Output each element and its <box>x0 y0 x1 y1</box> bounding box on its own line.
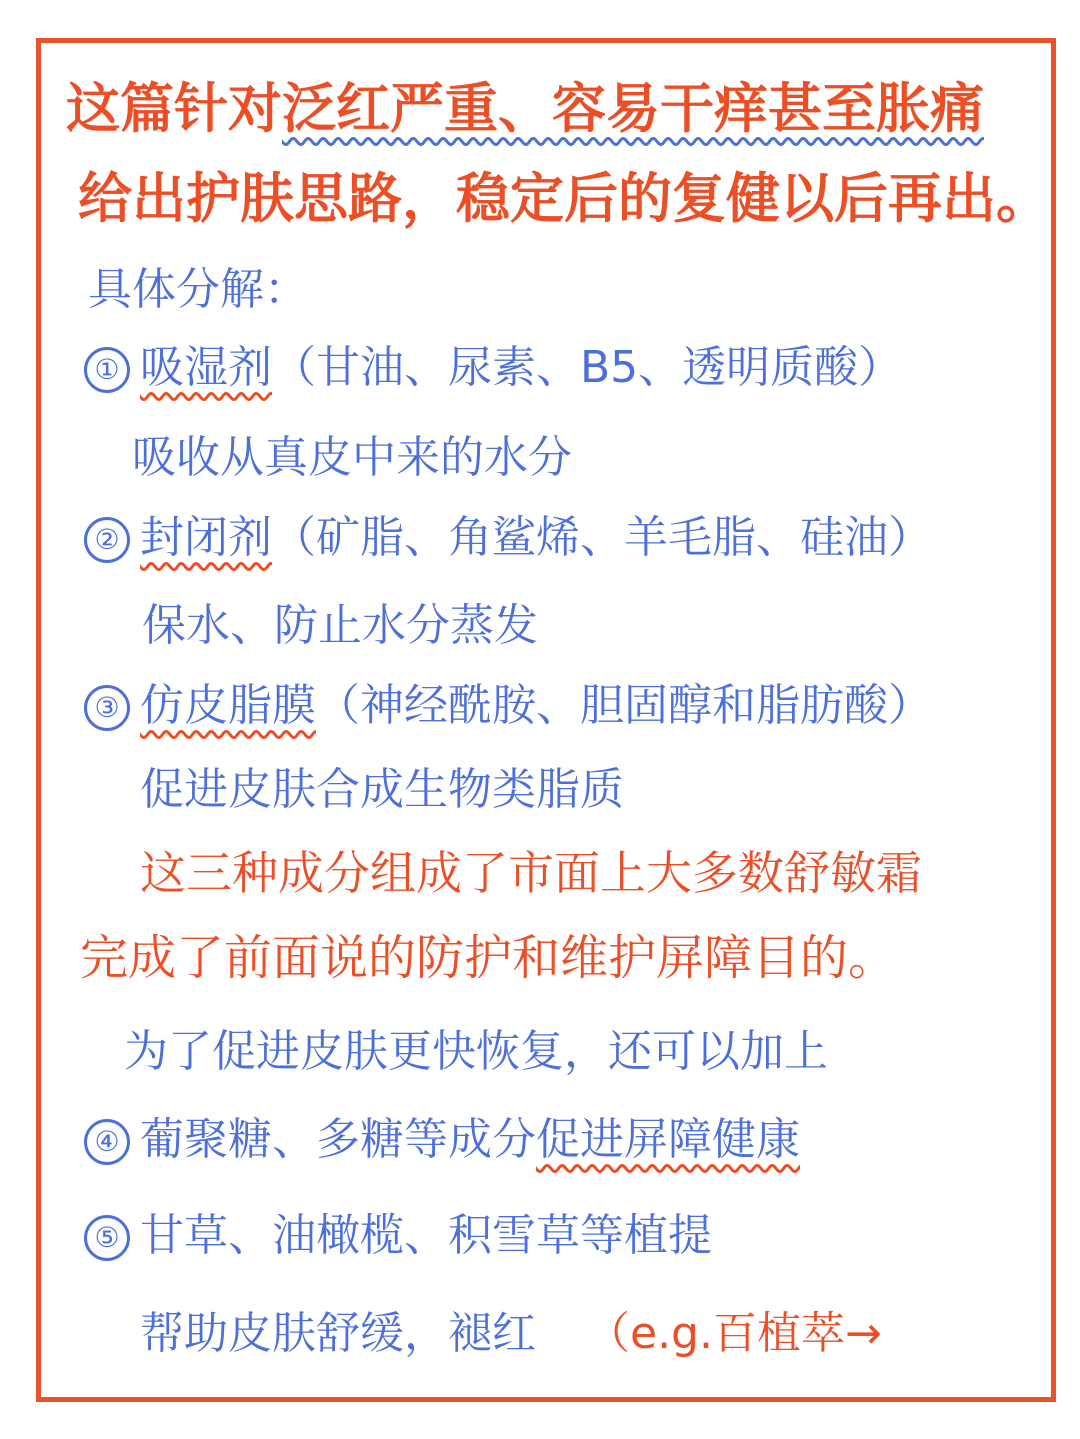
summary-line-1: 这三种成分组成了市面上大多数舒敏霜 <box>140 846 922 900</box>
item-5-text: 甘草、油橄榄、积雪草等植提 <box>140 1210 712 1261</box>
number-1-icon: ① <box>84 347 130 393</box>
item-2-key: 封闭剂 <box>140 512 272 563</box>
item-3-key: 仿皮脂膜 <box>140 680 316 731</box>
item-3-desc: 促进皮肤合成生物类脂质 <box>140 764 624 815</box>
item-3-line <box>84 680 932 731</box>
item-1-rest: （甘油、尿素、B5、透明质酸） <box>272 342 903 393</box>
intro-highlight: 泛红严重、容易干痒甚至胀痛 <box>282 77 984 140</box>
item-1-desc: 吸收从真皮中来的水分 <box>132 432 572 483</box>
item-5-desc: 帮助皮肤舒缓，褪红 <box>140 1308 536 1359</box>
item-5-example: （e.g.百植萃→ <box>586 1308 882 1359</box>
number-2-icon: ② <box>84 517 130 563</box>
item-4-highlight: 促进屏障健康 <box>536 1114 800 1165</box>
item-1-line <box>84 342 903 393</box>
item-1-key: 吸湿剂 <box>140 342 272 393</box>
extra-intro: 为了促进皮肤更快恢复，还可以加上 <box>124 1026 828 1077</box>
item-2-rest: （矿脂、角鲨烯、羊毛脂、硅油） <box>272 512 932 563</box>
number-5-icon: ⑤ <box>84 1215 130 1261</box>
section-heading: 具体分解： <box>88 264 308 315</box>
intro-prefix: 这篇针对 <box>66 77 282 140</box>
item-2-line <box>84 512 932 563</box>
item-3-rest: （神经酰胺、胆固醇和脂肪酸） <box>316 680 932 731</box>
number-3-icon: ③ <box>84 685 130 731</box>
item-4-line <box>84 1114 800 1165</box>
item-4-prefix: 葡聚糖、多糖等成分 <box>140 1114 536 1165</box>
intro-line-1 <box>66 77 984 140</box>
summary-line-2: 完成了前面说的防护和维护屏障目的。 <box>80 930 897 986</box>
item-5-line <box>84 1210 712 1261</box>
item-2-desc: 保水、防止水分蒸发 <box>142 600 538 651</box>
intro-line-2: 给出护肤思路，稳定后的复健以后再出。 <box>78 167 1050 230</box>
item-5-desc-row <box>140 1308 882 1359</box>
number-4-icon: ④ <box>84 1119 130 1165</box>
